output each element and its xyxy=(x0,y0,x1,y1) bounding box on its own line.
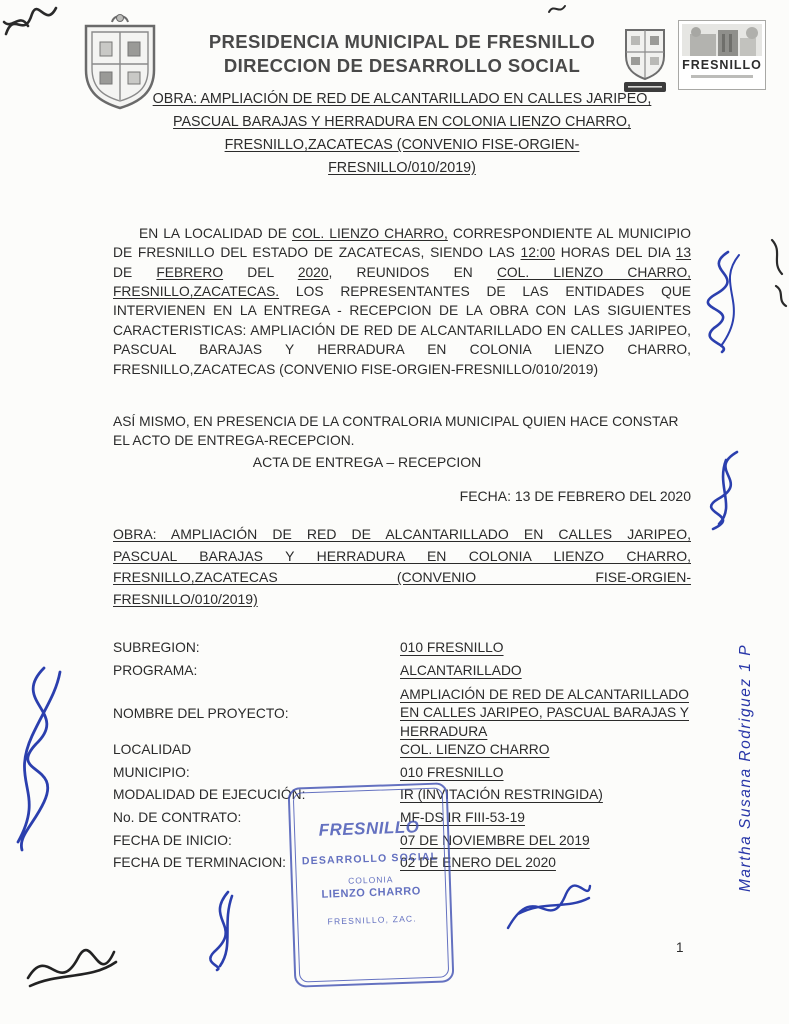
field-row-subregion xyxy=(113,640,691,663)
obra-body-line xyxy=(113,567,691,589)
obra-body-line xyxy=(113,589,691,611)
obra-title-text: FRESNILLO/010/2019) xyxy=(328,160,476,176)
text-run: DE xyxy=(113,264,157,280)
shield-quarter xyxy=(100,42,112,56)
fresnillo-logo-wordmark: FRESNILLO xyxy=(682,58,762,72)
state-coat-of-arms-icon xyxy=(620,24,670,98)
crest-finial xyxy=(117,15,124,22)
shield-quarter xyxy=(650,36,659,45)
text-run: , REUNIDOS EN xyxy=(328,264,497,280)
obra-body-line xyxy=(113,524,691,546)
field-value: IR (INVITACIÓN RESTRINGIDA) xyxy=(400,787,603,803)
stamp-line: FRESNILLO, ZAC. xyxy=(327,913,418,927)
text-run-underlined: COL. LIENZO CHARRO, xyxy=(291,225,448,241)
field-label: MUNICIPIO: xyxy=(113,764,190,780)
signature-right-mid xyxy=(711,452,737,529)
shield-quarter xyxy=(650,57,659,65)
obra-title-line xyxy=(113,88,691,111)
text-run-underlined: 13 xyxy=(675,245,692,261)
body-paragraph-2: ASÍ MISMO, EN PRESENCIA DE LA CONTRALORIA MUNICIPAL QUIEN HACE CONSTAR EL ACTO DE ENTREGA-RECEPCION. xyxy=(113,413,679,449)
signature-left-margin xyxy=(18,668,60,850)
obra-body-text: FRESNILLO,ZACATECAS (CONVENIO FISE-ORGIEN- xyxy=(113,569,691,585)
text-run-underlined: 2020 xyxy=(297,264,329,280)
text-run: HORAS DEL DIA xyxy=(555,245,676,261)
page-number: 1 xyxy=(676,940,684,955)
field-label: PROGRAMA: xyxy=(113,662,198,678)
field-row-nombre-proyecto xyxy=(113,685,691,742)
shield-quarter xyxy=(100,72,112,84)
shield-quarter xyxy=(631,36,640,45)
field-value: 010 FRESNILLO xyxy=(400,764,504,780)
obra-title-text: FRESNILLO,ZACATECAS (CONVENIO FISE-ORGIEN- xyxy=(224,137,580,153)
field-row-localidad xyxy=(113,742,691,765)
text-run: EN LA LOCALIDAD DE xyxy=(139,225,292,241)
text-run: LOS REPRESENTANTES DE LAS ENTIDADES QUE INTERVIENEN EN LA ENTREGA - RECEPCION DE LA OBRA CON LAS SIGUIENTES CARACTERISTICAS: AMPLIACIÓN DE RED DE ALCANTARILLADO EN CALLES JARIPEO, PASCUAL BARAJAS Y HERRADURA EN COLONIA LIENZO CHARRO, FRESNILLO,ZACATECAS (CONVENIO FISE-ORGIEN-FRESNILLO/010/2019) xyxy=(113,284,691,377)
signature-juan xyxy=(508,886,590,928)
field-row-programa xyxy=(113,663,691,686)
fecha-label: FECHA: xyxy=(459,488,511,504)
field-label: SUBREGION: xyxy=(113,640,200,655)
fecha-value: 13 DE FEBRERO DEL 2020 xyxy=(514,488,691,504)
obra-body-text: FRESNILLO/010/2019) xyxy=(113,590,258,607)
obra-title-line xyxy=(113,111,691,134)
signature-bottom-middle xyxy=(210,892,232,970)
field-label: MODALIDAD DE EJECUCIÓN: xyxy=(113,787,306,803)
body-paragraph-1 xyxy=(113,224,691,379)
obra-title-text: PASCUAL BARAJAS Y HERRADURA EN COLONIA LIENZO CHARRO, xyxy=(173,114,631,130)
obra-body-text: PASCUAL BARAJAS Y HERRADURA EN COLONIA LIENZO CHARRO, xyxy=(113,547,691,564)
field-value: AMPLIACIÓN DE RED DE ALCANTARILLADO EN CALLES JARIPEO, PASCUAL BARAJAS Y HERRADURA xyxy=(400,686,689,739)
field-label: No. DE CONTRATO: xyxy=(113,809,242,825)
fecha-line xyxy=(113,488,691,504)
ink-stamp xyxy=(288,782,455,987)
field-value: 010 FRESNILLO xyxy=(400,640,504,655)
obra-title-text: OBRA: AMPLIACIÓN DE RED DE ALCANTARILLADO EN CALLES JARIPEO, xyxy=(152,91,652,107)
field-value: MF-DS IR FIII-53-19 xyxy=(400,809,525,825)
stamp-line: FRESNILLO xyxy=(318,817,420,840)
field-label: NOMBRE DEL PROYECTO: xyxy=(113,706,289,722)
field-label: LOCALIDAD xyxy=(113,742,192,758)
obra-body-line xyxy=(113,546,691,568)
text-run: CORRESPONDIENTE AL MUNICIPIO DE FRESNILLO DEL ESTADO DE ZACATECAS, SIENDO LAS xyxy=(113,225,691,261)
scan-artifact-top-center xyxy=(549,6,565,12)
obra-body-text: OBRA: AMPLIACIÓN DE RED DE ALCANTARILLADO EN CALLES JARIPEO, xyxy=(113,526,691,542)
signature-right-top-stroke-2 xyxy=(721,255,739,346)
text-run-underlined: COL. LIENZO CHARRO, FRESNILLO,ZACATECAS. xyxy=(113,264,692,300)
stamp-border xyxy=(288,782,455,987)
fresnillo-building-photo xyxy=(682,24,762,56)
field-value: 02 DE ENERO DEL 2020 xyxy=(400,855,556,871)
stamp-line: DESARROLLO SOCIAL xyxy=(301,850,439,868)
obra-title-body xyxy=(113,524,691,610)
field-value: ALCANTARILLADO xyxy=(400,662,522,678)
text-run-underlined: 12:00 xyxy=(520,245,556,261)
fresnillo-logo-tagline-bar xyxy=(691,75,753,78)
building-illustration xyxy=(682,24,762,56)
obra-title-line xyxy=(113,157,691,180)
document-header xyxy=(113,30,691,78)
text-run: DEL xyxy=(223,264,298,280)
field-label: FECHA DE INICIO: xyxy=(113,832,232,848)
scan-artifact-right-edge xyxy=(772,240,786,306)
header-line-1: PRESIDENCIA MUNICIPAL DE FRESNILLO xyxy=(208,31,596,52)
field-value: 07 DE NOVIEMBRE DEL 2019 xyxy=(400,832,590,848)
field-label: FECHA DE TERMINACION: xyxy=(113,855,286,871)
stamp-line: COLONIA xyxy=(348,874,394,886)
obra-title-header xyxy=(113,88,691,180)
shield-quarter xyxy=(631,57,640,65)
handwritten-margin-name: Martha Susana Rodriguez 1 P xyxy=(737,643,754,892)
acta-title: ACTA DE ENTREGA – RECEPCION xyxy=(252,454,482,470)
fresnillo-logo xyxy=(678,20,766,90)
signature-bottom-left xyxy=(28,950,116,986)
obra-title-line xyxy=(113,134,691,157)
stamp-line: LIENZO CHARRO xyxy=(321,885,422,901)
text-run-underlined: FEBRERO xyxy=(156,264,224,280)
signature-right-top xyxy=(708,252,728,352)
field-value: COL. LIENZO CHARRO xyxy=(400,742,550,758)
header-line-2: DIRECCION DE DESARROLLO SOCIAL xyxy=(223,55,581,76)
scan-artifact-top-left xyxy=(4,8,56,34)
